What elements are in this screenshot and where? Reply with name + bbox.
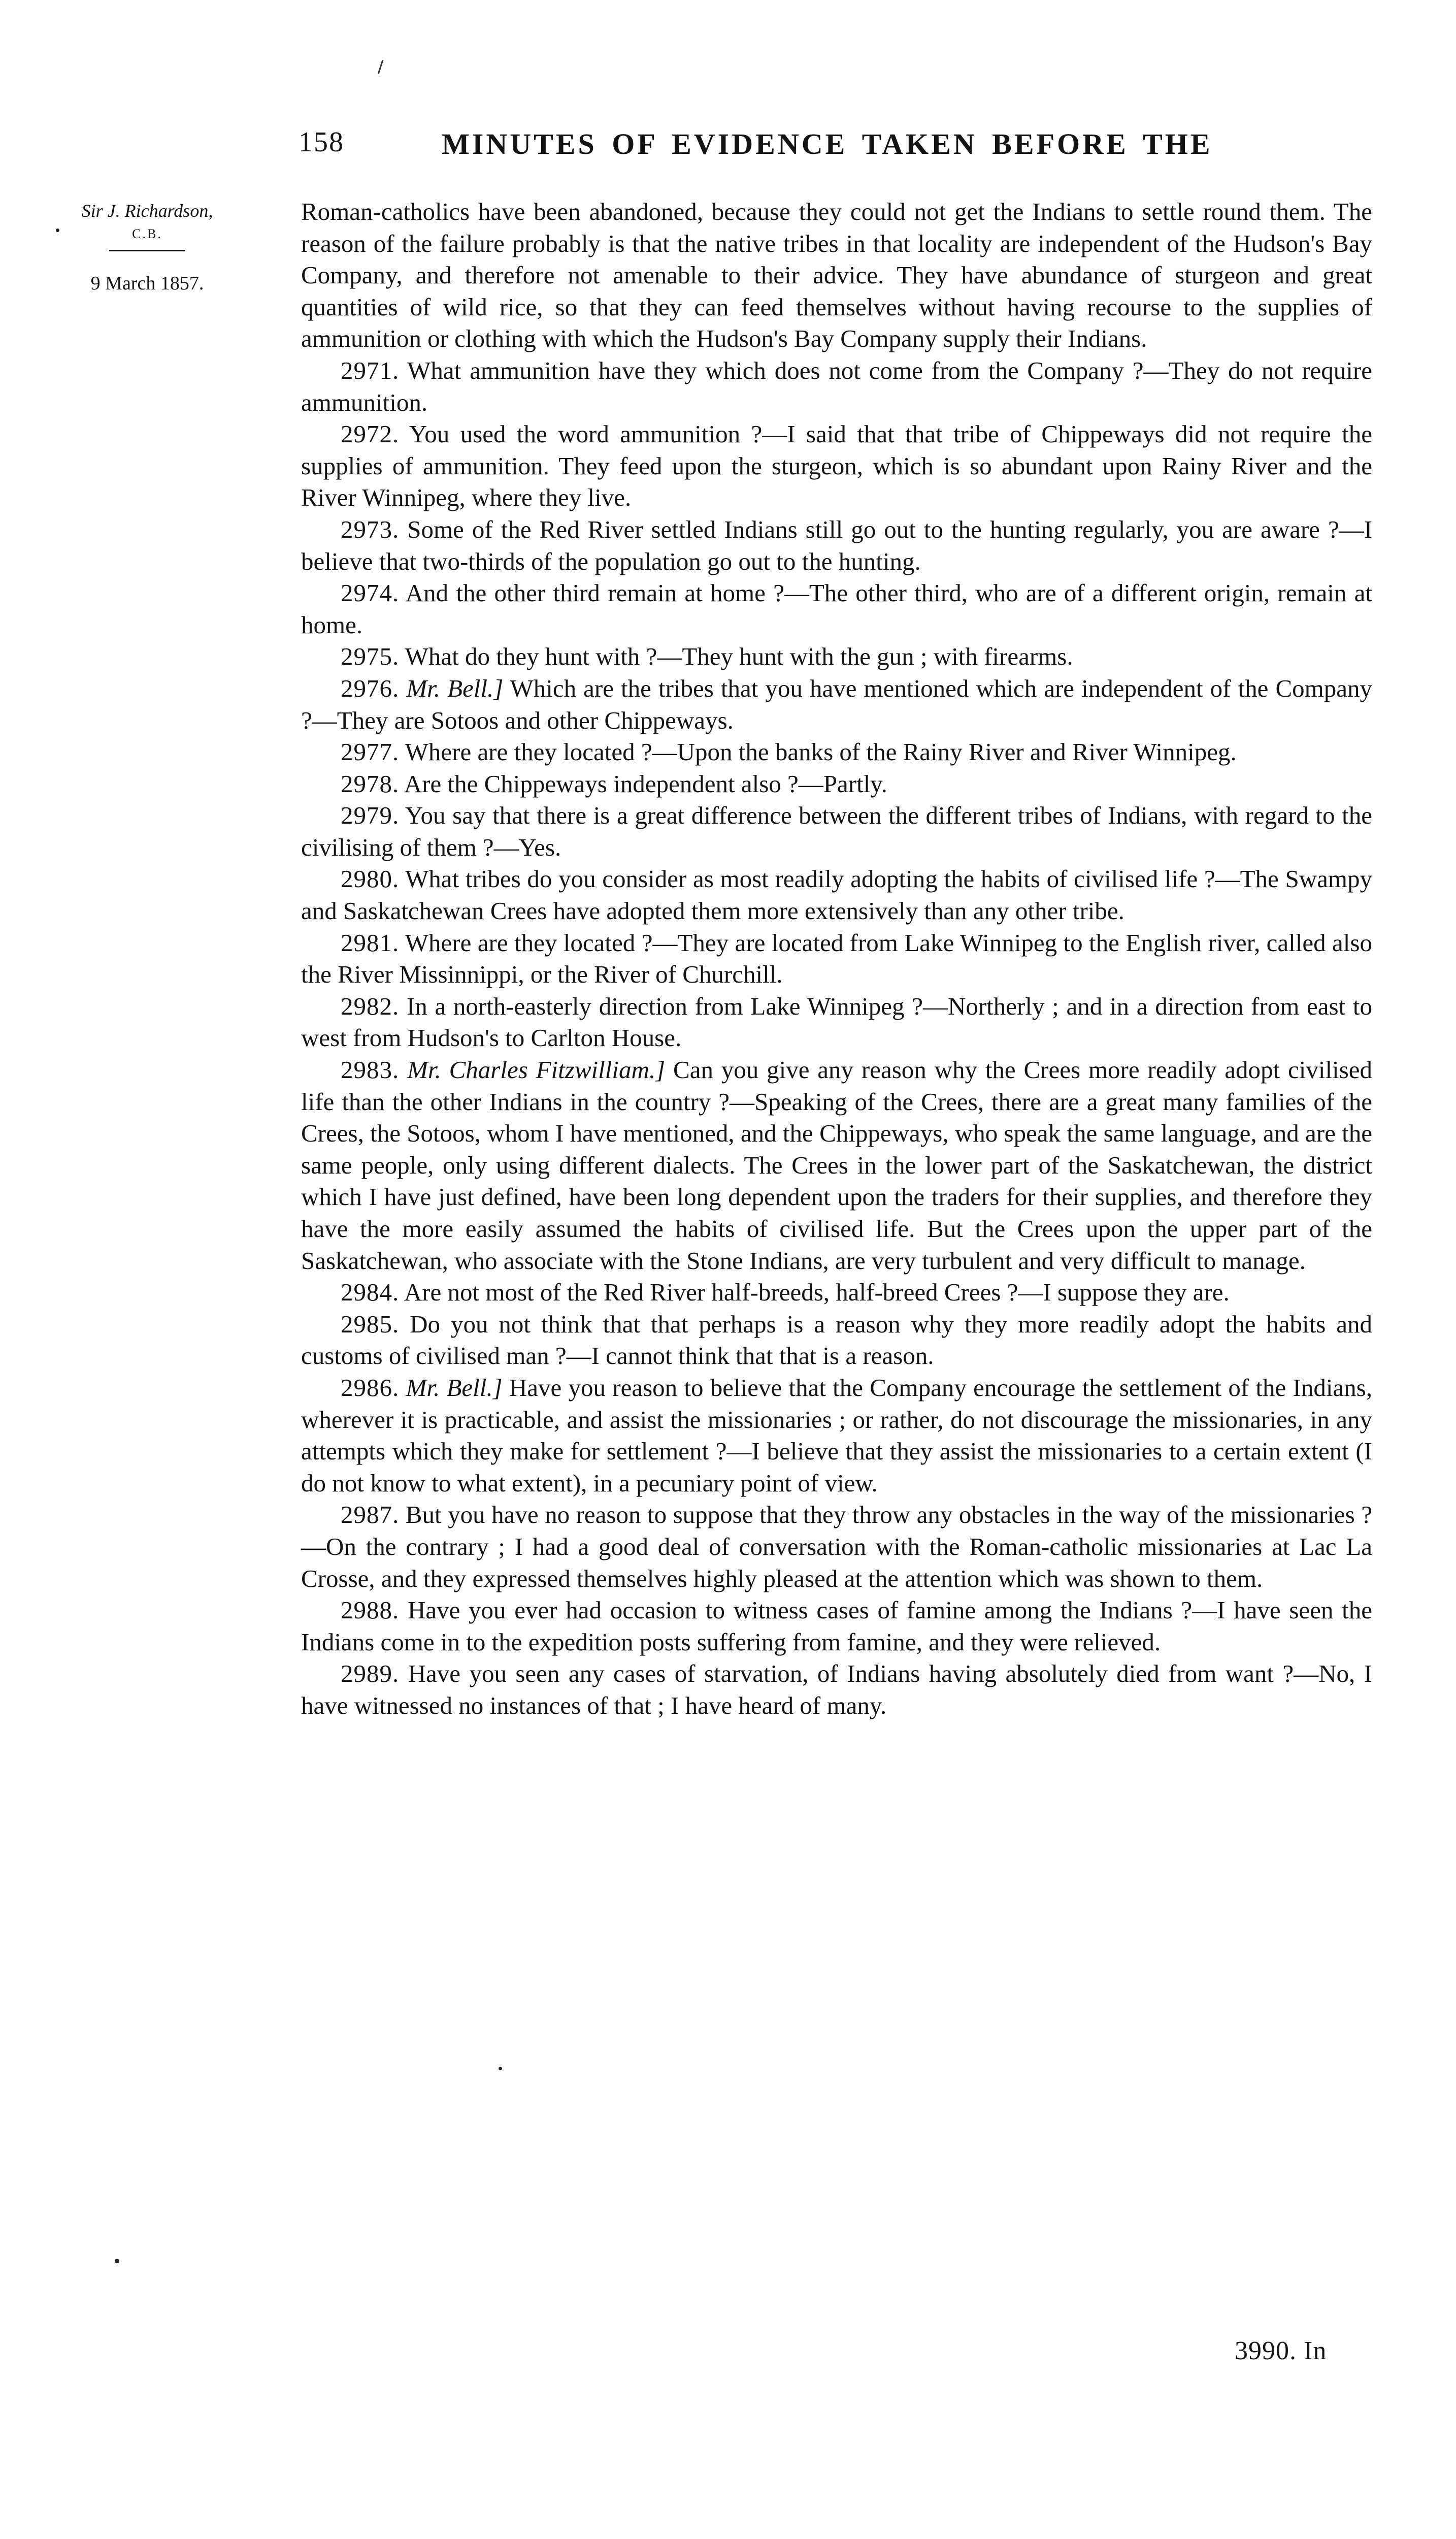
question-paragraph — [301, 927, 1372, 991]
paragraph-text: Have you reason to believe that the Company encourage the settlement of the Indians, wherever it is practicable, and assist the missionaries ; or rather, do not discourage the missionaries, in any attempts which they make for settlement ?—I believe that they assist the missionaries to a certain extent (I do not know to what extent), in a pecuniary point of view. — [301, 1373, 1373, 1497]
paragraph-text: You say that there is a great difference between the different tribes of Indians, with regard to the civilising of them ?—Yes. — [301, 801, 1372, 861]
question-number: 2971. — [341, 356, 400, 384]
ink-mark — [56, 229, 59, 232]
question-number: 2978. — [341, 769, 400, 798]
question-number: 2973. — [341, 515, 400, 543]
evidence-date: 9 March 1857. — [90, 273, 204, 294]
question-paragraph — [301, 863, 1372, 927]
question-paragraph — [301, 673, 1372, 736]
paragraph-text: Where are they located ?—Upon the banks of the Rainy River and River Winnipeg. — [405, 738, 1237, 766]
question-paragraph — [301, 991, 1372, 1054]
question-number: 2980. — [341, 865, 400, 893]
paragraph-text: But you have no reason to suppose that they throw any obstacles in the way of the missionaries ?—On the contrary ; I had a good deal of conversation with the Roman-catholic missionaries at Lac La Crosse, and they expressed themselves highly pleased at the attention which was shown to them. — [301, 1501, 1373, 1592]
margin-note — [56, 199, 239, 295]
evidence-body — [301, 196, 1372, 1722]
question-number: 2983. — [341, 1056, 400, 1084]
question-paragraph — [301, 1054, 1372, 1277]
paragraph-text: Where are they located ?—They are located from Lake Winnipeg to the English river, called also the River Missinnippi, or the River of Churchill. — [301, 928, 1372, 989]
paragraph-text: Which are the tribes that you have mentioned which are independent of the Company ?—They are Sotoos and other Chippeways. — [301, 674, 1372, 734]
question-number: 2979. — [341, 801, 400, 830]
paragraph-text: What tribes do you consider as most readily adopting the habits of civilised life ?—The Swampy and Saskatchewan Crees have adopted them more extensively than any other tribe. — [301, 865, 1372, 925]
witness-name: Sir J. Richardson, — [81, 201, 213, 221]
ink-mark — [115, 2259, 119, 2263]
question-paragraph — [301, 1309, 1372, 1372]
page-number: 158 — [299, 126, 344, 158]
ink-mark — [378, 60, 384, 74]
question-number: 2974. — [341, 579, 400, 607]
question-paragraph — [301, 1658, 1372, 1721]
margin-rule — [109, 250, 185, 251]
question-paragraph — [301, 1372, 1372, 1499]
paragraph-text: You used the word ammunition ?—I said that that tribe of Chippeways did not require the supplies of ammunition. They feed upon the sturgeon, which is so abundant upon Rainy River and the River Winnipeg, where they live. — [301, 420, 1372, 512]
question-paragraph — [301, 418, 1372, 514]
question-number: 2989. — [341, 1659, 400, 1688]
paragraph-text: In a north-easterly direction from Lake Winnipeg ?—Northerly ; and in a direction from east to west from Hudson's to Carlton House. — [301, 992, 1372, 1052]
question-paragraph — [301, 1499, 1372, 1594]
paragraph — [301, 196, 1372, 355]
question-number: 2976. — [341, 674, 400, 702]
question-number: 2986. — [341, 1373, 400, 1402]
question-paragraph — [301, 355, 1372, 418]
question-number: 2972. — [341, 420, 400, 448]
paragraph-text: Some of the Red River settled Indians still go out to the hunting regularly, you are aware ?—I believe that two-thirds of the population go out to the hunting. — [301, 515, 1373, 575]
paragraph-text: And the other third remain at home ?—The other third, who are of a different origin, remain at home. — [301, 579, 1373, 639]
question-paragraph — [301, 577, 1372, 641]
witness-honour: C.B. — [132, 226, 162, 241]
question-paragraph — [301, 514, 1372, 577]
paragraph-text: Roman-catholics have been abandoned, because they could not get the Indians to settle round them. The reason of the failure probably is that the native tribes in that locality are independent of the Hudson's Bay Company, and therefore not amenable to their advice. They have abundance of sturgeon and great quantities of wild rice, so that they can feed themselves without having recourse to the supplies of ammunition or clothing with which the Hudson's Bay Company supply their Indians. — [301, 198, 1372, 353]
question-number: 2975. — [341, 642, 400, 671]
question-paragraph — [301, 736, 1372, 768]
question-paragraph — [301, 1594, 1372, 1658]
paragraph-text: Are the Chippeways independent also ?—Partly. — [404, 769, 887, 798]
catchword: 3990. In — [1235, 2336, 1327, 2365]
question-number: 2985. — [341, 1310, 400, 1338]
paragraph-text: Do you not think that that perhaps is a reason why they more readily adopt the habits and customs of civilised man ?—I cannot think that that is a reason. — [301, 1310, 1373, 1370]
question-paragraph — [301, 1277, 1372, 1309]
question-paragraph — [301, 800, 1372, 863]
speaker: Mr. Charles Fitzwilliam.] — [407, 1056, 666, 1084]
question-paragraph — [301, 641, 1372, 673]
question-number: 2982. — [341, 992, 400, 1020]
paragraph-text: Have you ever had occasion to witness cases of famine among the Indians ?—I have seen the Indians come in to the expedition posts suffering from famine, and they were relieved. — [301, 1596, 1373, 1656]
speaker: Mr. Bell.] — [406, 1373, 503, 1402]
paragraph-text: Have you seen any cases of starvation, of Indians having absolutely died from want ?—No, I have witnessed no instances of that ; I have heard of many. — [301, 1659, 1372, 1719]
running-title: MINUTES OF EVIDENCE TAKEN BEFORE THE — [442, 127, 1213, 160]
paragraph-text: Can you give any reason why the Crees more readily adopt civilised life than the other Indians in the country ?—Speaking of the Crees, there are a great many families of the Crees, the Sotoos, whom I have mentioned, and the Chippeways, who speak the same language, and are the same people, only using different dialects. The Crees in the lower part of the Saskatchewan, the district which I have just defined, have been long dependent upon the traders for their supplies, and therefore they have the more easily assumed the habits of civilised life. But the Crees upon the upper part of the Saskatchewan, who associate with the Stone Indians, are very turbulent and very difficult to manage. — [301, 1056, 1372, 1275]
ink-mark — [499, 2067, 502, 2070]
paragraph-text: What ammunition have they which does not come from the Company ?—They do not require ammunition. — [301, 356, 1372, 416]
speaker: Mr. Bell.] — [406, 674, 504, 702]
question-number: 2977. — [341, 738, 400, 766]
question-number: 2981. — [341, 928, 400, 957]
paragraph-text: What do they hunt with ?—They hunt with the gun ; with firearms. — [405, 642, 1073, 671]
question-number: 2987. — [341, 1501, 400, 1529]
paragraph-text: Are not most of the Red River half-breeds, half-breed Crees ?—I suppose they are. — [404, 1278, 1230, 1307]
question-number: 2988. — [341, 1596, 400, 1624]
question-paragraph — [301, 768, 1372, 800]
question-number: 2984. — [341, 1278, 400, 1307]
